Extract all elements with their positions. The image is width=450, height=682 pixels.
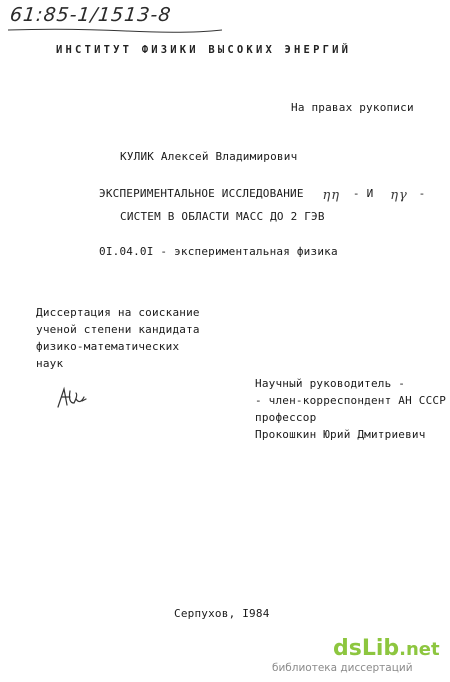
archive-code-underline xyxy=(6,27,226,33)
supervisor-block xyxy=(255,375,446,443)
watermark-logo[interactable] xyxy=(333,636,440,661)
author-name: КУЛИК Алексей Владимирович xyxy=(120,150,298,163)
title-line-2: СИСТЕМ В ОБЛАСТИ МАСС ДО 2 ГЭВ xyxy=(120,210,325,223)
rights-notice: На правах рукописи xyxy=(291,101,414,114)
title-mid: - И xyxy=(352,187,374,200)
watermark-logo-suffix: .net xyxy=(399,639,440,660)
supervisor-line: профессор xyxy=(255,411,317,424)
city-year: Серпухов, I984 xyxy=(174,607,270,620)
supervisor-line: Научный руководитель - xyxy=(255,377,406,390)
supervisor-line: Прокошкин Юрий Дмитриевич xyxy=(255,428,426,441)
title-greek-2: ηγ xyxy=(390,188,408,203)
degree-line: наук xyxy=(36,357,64,370)
title-start: ЭКСПЕРИМЕНТАЛЬНОЕ ИССЛЕДОВАНИЕ xyxy=(99,187,304,200)
title-end: - xyxy=(418,187,426,200)
watermark-logo-main: Lib xyxy=(361,636,400,661)
watermark-subtitle: библиотека диссертаций xyxy=(272,662,413,674)
title-greek-1: ηη xyxy=(322,188,341,203)
degree-line: ученой степени кандидата xyxy=(36,323,200,336)
supervisor-line: - член-корреспондент АН СССР xyxy=(255,394,447,407)
archive-code: 61:85-1/1513-8 xyxy=(8,4,173,26)
degree-line: Диссертация на соискание xyxy=(36,306,200,319)
degree-block xyxy=(36,304,200,372)
watermark-logo-prefix: ds xyxy=(333,636,362,661)
degree-line: физико-математических xyxy=(36,340,180,353)
specialty: 0I.04.0I - экспериментальная физика xyxy=(99,245,338,258)
title-line-1 xyxy=(99,186,425,201)
author-signature xyxy=(54,385,90,413)
institute-name: ИНСТИТУТ ФИЗИКИ ВЫСОКИХ ЭНЕРГИЙ xyxy=(56,44,352,56)
